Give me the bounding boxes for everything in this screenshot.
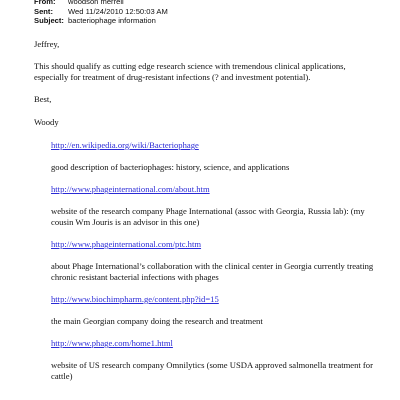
email-header	[34, 0, 168, 26]
link-description-line: website of the research company Phage International (assoc with Georgia, Russia lab): (my	[51, 206, 365, 216]
sent-label: Sent:	[34, 6, 53, 16]
link-description-line: about Phage International’s collaboration with the clinical center in Georgia currently treating	[51, 261, 374, 271]
link-description-line: chronic resistant bacterial infections with phages	[51, 272, 219, 282]
signature: Woody	[34, 117, 59, 127]
link-biochimpharm[interactable]: http://www.biochimpharm.ge/content.php?id=15	[51, 294, 219, 304]
intro-paragraph-line-2: especially for treatment of drug-resistant infections (? and investment potential).	[34, 72, 311, 82]
link-description-line: cattle)	[51, 371, 73, 381]
link-wikipedia-bacteriophage[interactable]: http://en.wikipedia.org/wiki/Bacteriophage	[51, 140, 199, 150]
subject-value: bacteriophage information	[68, 16, 156, 26]
from-label: From:	[34, 0, 56, 6]
link-phage-com[interactable]: http://www.phage.com/home1.html	[51, 338, 173, 348]
link-description-line: website of US research company Omnilytics (some USDA approved salmonella treatment for	[51, 360, 373, 370]
link-phageinternational-ptc[interactable]: http://www.phageinternational.com/ptc.htm	[51, 239, 202, 249]
link-description-line: cousin Wm Jouris is an advisor in this one)	[51, 217, 200, 227]
sent-row	[34, 7, 168, 17]
sent-value: Wed 11/24/2010 12:50:03 AM	[68, 6, 168, 16]
closing: Best,	[34, 94, 52, 104]
subject-label: Subject:	[34, 16, 64, 26]
intro-paragraph-line-1: This should qualify as cutting edge research science with tremendous clinical applications,	[34, 61, 346, 71]
from-row	[34, 0, 168, 7]
subject-row	[34, 16, 168, 26]
from-value: woodson merrell	[68, 0, 124, 6]
link-phageinternational-about[interactable]: http://www.phageinternational.com/about.htm	[51, 184, 210, 194]
greeting: Jeffrey,	[34, 39, 60, 49]
link-description-line: good description of bacteriophages: history, science, and applications	[51, 162, 290, 172]
link-description-line: the main Georgian company doing the research and treatment	[51, 316, 263, 326]
